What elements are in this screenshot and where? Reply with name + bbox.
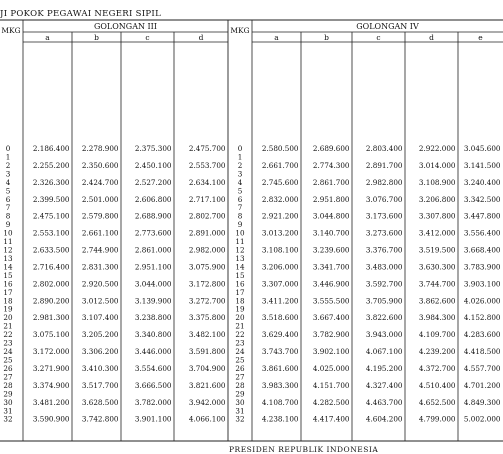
cell-iii-c: 3.340.800 xyxy=(134,330,172,340)
cell-iii-b: 3.306.200 xyxy=(81,347,119,357)
mkg-right-1: 1 xyxy=(237,152,243,162)
cell-iv-a: 3.013.200 xyxy=(261,228,299,238)
cell-iii-b: 3.012.500 xyxy=(81,296,119,306)
page-footer: PRESIDEN REPUBLIK INDONESIA xyxy=(229,445,379,454)
cell-iv-e: 4.557.700 xyxy=(463,363,501,373)
mkg-right-15: 15 xyxy=(235,270,245,280)
cell-iv-c: 3.943.000 xyxy=(365,330,403,340)
subheader-iv-a: a xyxy=(274,33,279,42)
mkg-right-22: 22 xyxy=(235,330,245,340)
cell-iv-e: 4.418.500 xyxy=(463,347,501,357)
mkg-left-1: 1 xyxy=(5,152,11,162)
cell-iv-a: 3.983.300 xyxy=(261,380,299,390)
cell-iii-c: 2.527.200 xyxy=(134,177,172,187)
cell-iv-b: 3.239.600 xyxy=(312,245,350,255)
mkg-left-14: 14 xyxy=(3,262,13,272)
cell-iv-b: 3.140.700 xyxy=(312,228,350,238)
cell-iv-c: 3.076.700 xyxy=(365,194,403,204)
cell-iv-b: 3.902.100 xyxy=(312,347,350,357)
mkg-right-29: 29 xyxy=(235,389,245,399)
subheader-iv-c: c xyxy=(376,33,381,42)
mkg-right-31: 31 xyxy=(235,406,245,416)
mkg-left-12: 12 xyxy=(3,245,13,255)
mkg-right-17: 17 xyxy=(235,287,245,297)
cell-iv-e: 4.849.300 xyxy=(463,397,501,407)
cell-iii-c: 2.688.900 xyxy=(134,211,172,221)
cell-iv-b: 2.861.700 xyxy=(312,177,350,187)
mkg-left-0: 0 xyxy=(5,144,11,153)
cell-iv-a: 3.743.700 xyxy=(261,347,299,357)
mkg-right-28: 28 xyxy=(235,380,245,390)
cell-iv-b: 4.417.400 xyxy=(312,414,350,424)
cell-iv-d: 4.510.400 xyxy=(418,380,456,390)
cell-iv-b: 3.782.900 xyxy=(312,330,350,340)
cell-iv-c: 4.604.200 xyxy=(365,414,403,424)
cell-iv-e: 3.447.800 xyxy=(463,211,501,221)
cell-iv-e: 3.342.500 xyxy=(463,194,501,204)
cell-iv-d: 3.307.800 xyxy=(418,211,456,221)
cell-iii-b: 2.831.300 xyxy=(81,262,119,272)
cell-iv-d: 4.109.700 xyxy=(418,330,456,340)
mkg-left-27: 27 xyxy=(3,372,13,382)
subheader-iv-e: e xyxy=(478,33,483,42)
cell-iii-c: 2.861.000 xyxy=(134,245,172,255)
mkg-right-11: 11 xyxy=(235,237,245,247)
cell-iii-d: 3.272.700 xyxy=(188,296,226,306)
cell-iii-b: 3.742.800 xyxy=(81,414,119,424)
mkg-left-29: 29 xyxy=(3,389,13,399)
cell-iii-a: 2.981.300 xyxy=(32,313,70,323)
cell-iv-e: 3.240.400 xyxy=(463,177,501,187)
cell-iii-c: 3.238.800 xyxy=(134,313,172,323)
mkg-header-right: MKG xyxy=(230,26,250,35)
cell-iii-a: 2.186.400 xyxy=(32,144,70,153)
mkg-left-6: 6 xyxy=(5,194,11,204)
cell-iv-b: 2.951.800 xyxy=(312,194,350,204)
mkg-right-5: 5 xyxy=(237,186,243,196)
mkg-left-5: 5 xyxy=(5,186,11,196)
cell-iv-e: 4.701.200 xyxy=(463,380,501,390)
cell-iii-a: 3.172.000 xyxy=(32,347,70,357)
mkg-right-3: 3 xyxy=(237,169,243,179)
cell-iv-c: 3.483.000 xyxy=(365,262,403,272)
mkg-left-11: 11 xyxy=(3,237,13,247)
cell-iii-a: 2.475.100 xyxy=(32,211,70,221)
mkg-left-32: 32 xyxy=(3,414,13,424)
cell-iii-a: 2.716.400 xyxy=(32,262,70,272)
cell-iii-a: 2.255.200 xyxy=(32,160,70,170)
cell-iv-b: 3.044.800 xyxy=(312,211,350,221)
cell-iv-b: 3.446.900 xyxy=(312,279,350,289)
cell-iv-c: 3.273.600 xyxy=(365,228,403,238)
cell-iv-b: 2.774.300 xyxy=(312,160,350,170)
cell-iii-c: 3.901.100 xyxy=(134,414,172,424)
cell-iv-b: 4.025.000 xyxy=(312,363,350,373)
mkg-left-7: 7 xyxy=(5,203,11,213)
mkg-left-8: 8 xyxy=(5,211,11,221)
cell-iii-a: 2.633.500 xyxy=(32,245,70,255)
mkg-left-16: 16 xyxy=(3,279,13,289)
cell-iv-d: 3.744.700 xyxy=(418,279,456,289)
mkg-right-10: 10 xyxy=(235,228,245,238)
cell-iv-d: 4.372.700 xyxy=(418,363,456,373)
page-title: JI POKOK PEGAWAI NEGERI SIPIL xyxy=(0,9,162,19)
mkg-left-9: 9 xyxy=(5,220,11,230)
mkg-right-20: 20 xyxy=(235,313,245,323)
cell-iv-a: 3.861.600 xyxy=(261,363,299,373)
cell-iv-d: 3.108.900 xyxy=(418,177,456,187)
cell-iv-c: 2.891.700 xyxy=(365,160,403,170)
cell-iii-b: 3.517.700 xyxy=(81,380,119,390)
cell-iii-a: 2.802.000 xyxy=(32,279,70,289)
subheader-iii-b: b xyxy=(94,33,99,42)
mkg-right-19: 19 xyxy=(235,304,245,314)
cell-iii-b: 2.350.600 xyxy=(81,160,119,170)
cell-iv-a: 2.832.000 xyxy=(261,194,299,204)
mkg-right-27: 27 xyxy=(235,372,245,382)
cell-iii-c: 2.450.100 xyxy=(134,160,172,170)
cell-iv-a: 2.580.500 xyxy=(261,144,299,153)
cell-iv-c: 4.463.700 xyxy=(365,397,403,407)
cell-iii-c: 3.446.000 xyxy=(134,347,172,357)
cell-iii-d: 3.821.600 xyxy=(188,380,226,390)
cell-iv-a: 3.307.000 xyxy=(261,279,299,289)
cell-iii-b: 2.579.800 xyxy=(81,211,119,221)
cell-iv-b: 2.689.600 xyxy=(312,144,350,153)
cell-iv-c: 3.173.600 xyxy=(365,211,403,221)
cell-iv-c: 2.803.400 xyxy=(365,144,403,153)
cell-iv-c: 2.982.800 xyxy=(365,177,403,187)
cell-iii-c: 3.554.600 xyxy=(134,363,172,373)
subheader-iii-c: c xyxy=(145,33,150,42)
cell-iv-d: 4.239.200 xyxy=(418,347,456,357)
cell-iii-a: 3.374.900 xyxy=(32,380,70,390)
cell-iii-a: 3.075.100 xyxy=(32,330,70,340)
cell-iv-e: 4.152.800 xyxy=(463,313,501,323)
cell-iv-d: 2.922.000 xyxy=(418,144,456,153)
mkg-left-10: 10 xyxy=(3,228,13,238)
cell-iv-d: 4.799.000 xyxy=(418,414,456,424)
cell-iii-a: 2.553.100 xyxy=(32,228,70,238)
cell-iii-b: 2.744.900 xyxy=(81,245,119,255)
cell-iv-b: 3.555.500 xyxy=(312,296,350,306)
cell-iii-d: 3.482.100 xyxy=(188,330,226,340)
cell-iii-c: 2.606.800 xyxy=(134,194,172,204)
cell-iii-a: 3.481.200 xyxy=(32,397,70,407)
cell-iv-d: 3.412.000 xyxy=(418,228,456,238)
cell-iv-a: 3.629.400 xyxy=(261,330,299,340)
cell-iii-d: 3.591.800 xyxy=(188,347,226,357)
cell-iii-b: 2.661.100 xyxy=(81,228,119,238)
cell-iv-e: 3.903.100 xyxy=(463,279,501,289)
mkg-left-21: 21 xyxy=(3,321,13,331)
mkg-right-18: 18 xyxy=(235,296,245,306)
mkg-left-19: 19 xyxy=(3,304,13,314)
mkg-right-32: 32 xyxy=(235,414,245,424)
cell-iii-d: 2.802.700 xyxy=(188,211,226,221)
cell-iv-d: 4.652.500 xyxy=(418,397,456,407)
mkg-right-0: 0 xyxy=(237,144,243,153)
cell-iv-d: 3.630.300 xyxy=(418,262,456,272)
cell-iv-c: 4.067.100 xyxy=(365,347,403,357)
cell-iii-d: 2.553.700 xyxy=(188,160,226,170)
cell-iv-e: 3.556.400 xyxy=(463,228,501,238)
mkg-right-30: 30 xyxy=(235,397,245,407)
mkg-left-3: 3 xyxy=(5,169,11,179)
cell-iii-c: 3.044.000 xyxy=(134,279,172,289)
cell-iv-b: 3.667.400 xyxy=(312,313,350,323)
cell-iv-d: 3.206.800 xyxy=(418,194,456,204)
mkg-right-26: 26 xyxy=(235,363,245,373)
cell-iv-a: 4.108.700 xyxy=(261,397,299,407)
mkg-right-14: 14 xyxy=(235,262,245,272)
cell-iv-d: 3.519.500 xyxy=(418,245,456,255)
cell-iv-a: 3.108.100 xyxy=(261,245,299,255)
subheader-iv-d: d xyxy=(429,33,434,42)
cell-iv-a: 3.206.000 xyxy=(261,262,299,272)
cell-iii-b: 3.107.400 xyxy=(81,313,119,323)
cell-iv-c: 3.376.700 xyxy=(365,245,403,255)
cell-iv-a: 4.238.100 xyxy=(261,414,299,424)
mkg-right-25: 25 xyxy=(235,355,245,365)
cell-iv-e: 5.002.000 xyxy=(463,414,501,424)
cell-iv-e: 4.026.000 xyxy=(463,296,501,306)
mkg-right-21: 21 xyxy=(235,321,245,331)
subheader-iii-a: a xyxy=(45,33,50,42)
cell-iii-b: 2.920.500 xyxy=(81,279,119,289)
mkg-left-13: 13 xyxy=(3,253,13,263)
mkg-right-9: 9 xyxy=(237,220,243,230)
mkg-right-2: 2 xyxy=(237,160,243,170)
cell-iv-a: 3.518.600 xyxy=(261,313,299,323)
cell-iii-a: 3.271.900 xyxy=(32,363,70,373)
cell-iii-a: 2.890.200 xyxy=(32,296,70,306)
subheader-iii-d: d xyxy=(198,33,204,42)
mkg-left-20: 20 xyxy=(3,313,13,323)
cell-iii-d: 2.982.000 xyxy=(188,245,226,255)
mkg-right-16: 16 xyxy=(235,279,245,289)
mkg-right-23: 23 xyxy=(235,338,245,348)
subheader-iv-b: b xyxy=(324,33,329,42)
cell-iv-e: 3.783.900 xyxy=(463,262,501,272)
mkg-right-6: 6 xyxy=(237,194,243,204)
cell-iii-d: 4.066.100 xyxy=(188,414,226,424)
cell-iv-b: 4.151.700 xyxy=(312,380,350,390)
cell-iv-c: 3.822.600 xyxy=(365,313,403,323)
mkg-left-30: 30 xyxy=(3,397,13,407)
cell-iii-c: 3.139.900 xyxy=(134,296,172,306)
mkg-left-25: 25 xyxy=(3,355,13,365)
mkg-left-17: 17 xyxy=(3,287,13,297)
cell-iv-b: 3.341.700 xyxy=(312,262,350,272)
cell-iii-d: 2.634.100 xyxy=(188,177,226,187)
cell-iii-d: 2.891.000 xyxy=(188,228,226,238)
cell-iii-d: 3.172.800 xyxy=(188,279,226,289)
cell-iii-d: 2.717.100 xyxy=(188,194,226,204)
cell-iv-a: 2.921.200 xyxy=(261,211,299,221)
cell-iv-c: 3.705.900 xyxy=(365,296,403,306)
mkg-right-7: 7 xyxy=(237,203,243,213)
cell-iii-b: 2.501.000 xyxy=(81,194,119,204)
mkg-left-26: 26 xyxy=(3,363,13,373)
mkg-left-31: 31 xyxy=(3,406,13,416)
cell-iv-e: 3.668.400 xyxy=(463,245,501,255)
cell-iii-b: 2.278.900 xyxy=(81,144,119,153)
cell-iii-a: 2.399.500 xyxy=(32,194,70,204)
cell-iv-c: 4.327.400 xyxy=(365,380,403,390)
cell-iv-a: 2.661.700 xyxy=(261,160,299,170)
cell-iv-d: 3.862.600 xyxy=(418,296,456,306)
mkg-left-2: 2 xyxy=(5,160,11,170)
cell-iii-c: 3.666.500 xyxy=(134,380,172,390)
mkg-right-4: 4 xyxy=(237,177,243,187)
mkg-left-28: 28 xyxy=(3,380,13,390)
cell-iii-d: 3.942.000 xyxy=(188,397,226,407)
cell-iii-b: 2.424.700 xyxy=(81,177,119,187)
cell-iii-c: 2.951.100 xyxy=(134,262,172,272)
mkg-right-12: 12 xyxy=(235,245,245,255)
cell-iii-d: 3.375.800 xyxy=(188,313,226,323)
cell-iii-b: 3.410.300 xyxy=(81,363,119,373)
cell-iii-d: 3.704.900 xyxy=(188,363,226,373)
cell-iv-a: 3.411.200 xyxy=(261,296,299,306)
cell-iv-e: 4.283.600 xyxy=(463,330,501,340)
cell-iii-a: 2.326.300 xyxy=(32,177,70,187)
cell-iii-c: 2.773.600 xyxy=(134,228,172,238)
cell-iv-d: 3.984.300 xyxy=(418,313,456,323)
cell-iii-d: 2.475.700 xyxy=(188,144,226,153)
cell-iv-a: 2.745.600 xyxy=(261,177,299,187)
cell-iii-b: 3.628.500 xyxy=(81,397,119,407)
mkg-header-left: MKG xyxy=(1,26,21,35)
cell-iii-d: 3.075.900 xyxy=(188,262,226,272)
golongan-iii-title: GOLONGAN III xyxy=(93,22,158,31)
mkg-left-15: 15 xyxy=(3,270,13,280)
cell-iv-c: 3.592.700 xyxy=(365,279,403,289)
mkg-right-13: 13 xyxy=(235,253,245,263)
mkg-left-4: 4 xyxy=(5,177,11,187)
mkg-left-23: 23 xyxy=(3,338,13,348)
cell-iii-a: 3.590.900 xyxy=(32,414,70,424)
cell-iv-d: 3.014.000 xyxy=(418,160,456,170)
cell-iv-e: 3.141.500 xyxy=(463,160,501,170)
cell-iii-b: 3.205.200 xyxy=(81,330,119,340)
mkg-left-18: 18 xyxy=(3,296,13,306)
cell-iv-c: 4.195.200 xyxy=(365,363,403,373)
golongan-iv-title: GOLONGAN IV xyxy=(356,22,419,31)
mkg-left-24: 24 xyxy=(3,347,13,357)
mkg-left-22: 22 xyxy=(3,330,13,340)
cell-iii-c: 2.375.300 xyxy=(134,144,172,153)
cell-iii-c: 3.782.000 xyxy=(134,397,172,407)
cell-iv-e: 3.045.600 xyxy=(463,144,501,153)
mkg-right-24: 24 xyxy=(235,347,245,357)
mkg-right-8: 8 xyxy=(237,211,243,221)
cell-iv-b: 4.282.500 xyxy=(312,397,350,407)
